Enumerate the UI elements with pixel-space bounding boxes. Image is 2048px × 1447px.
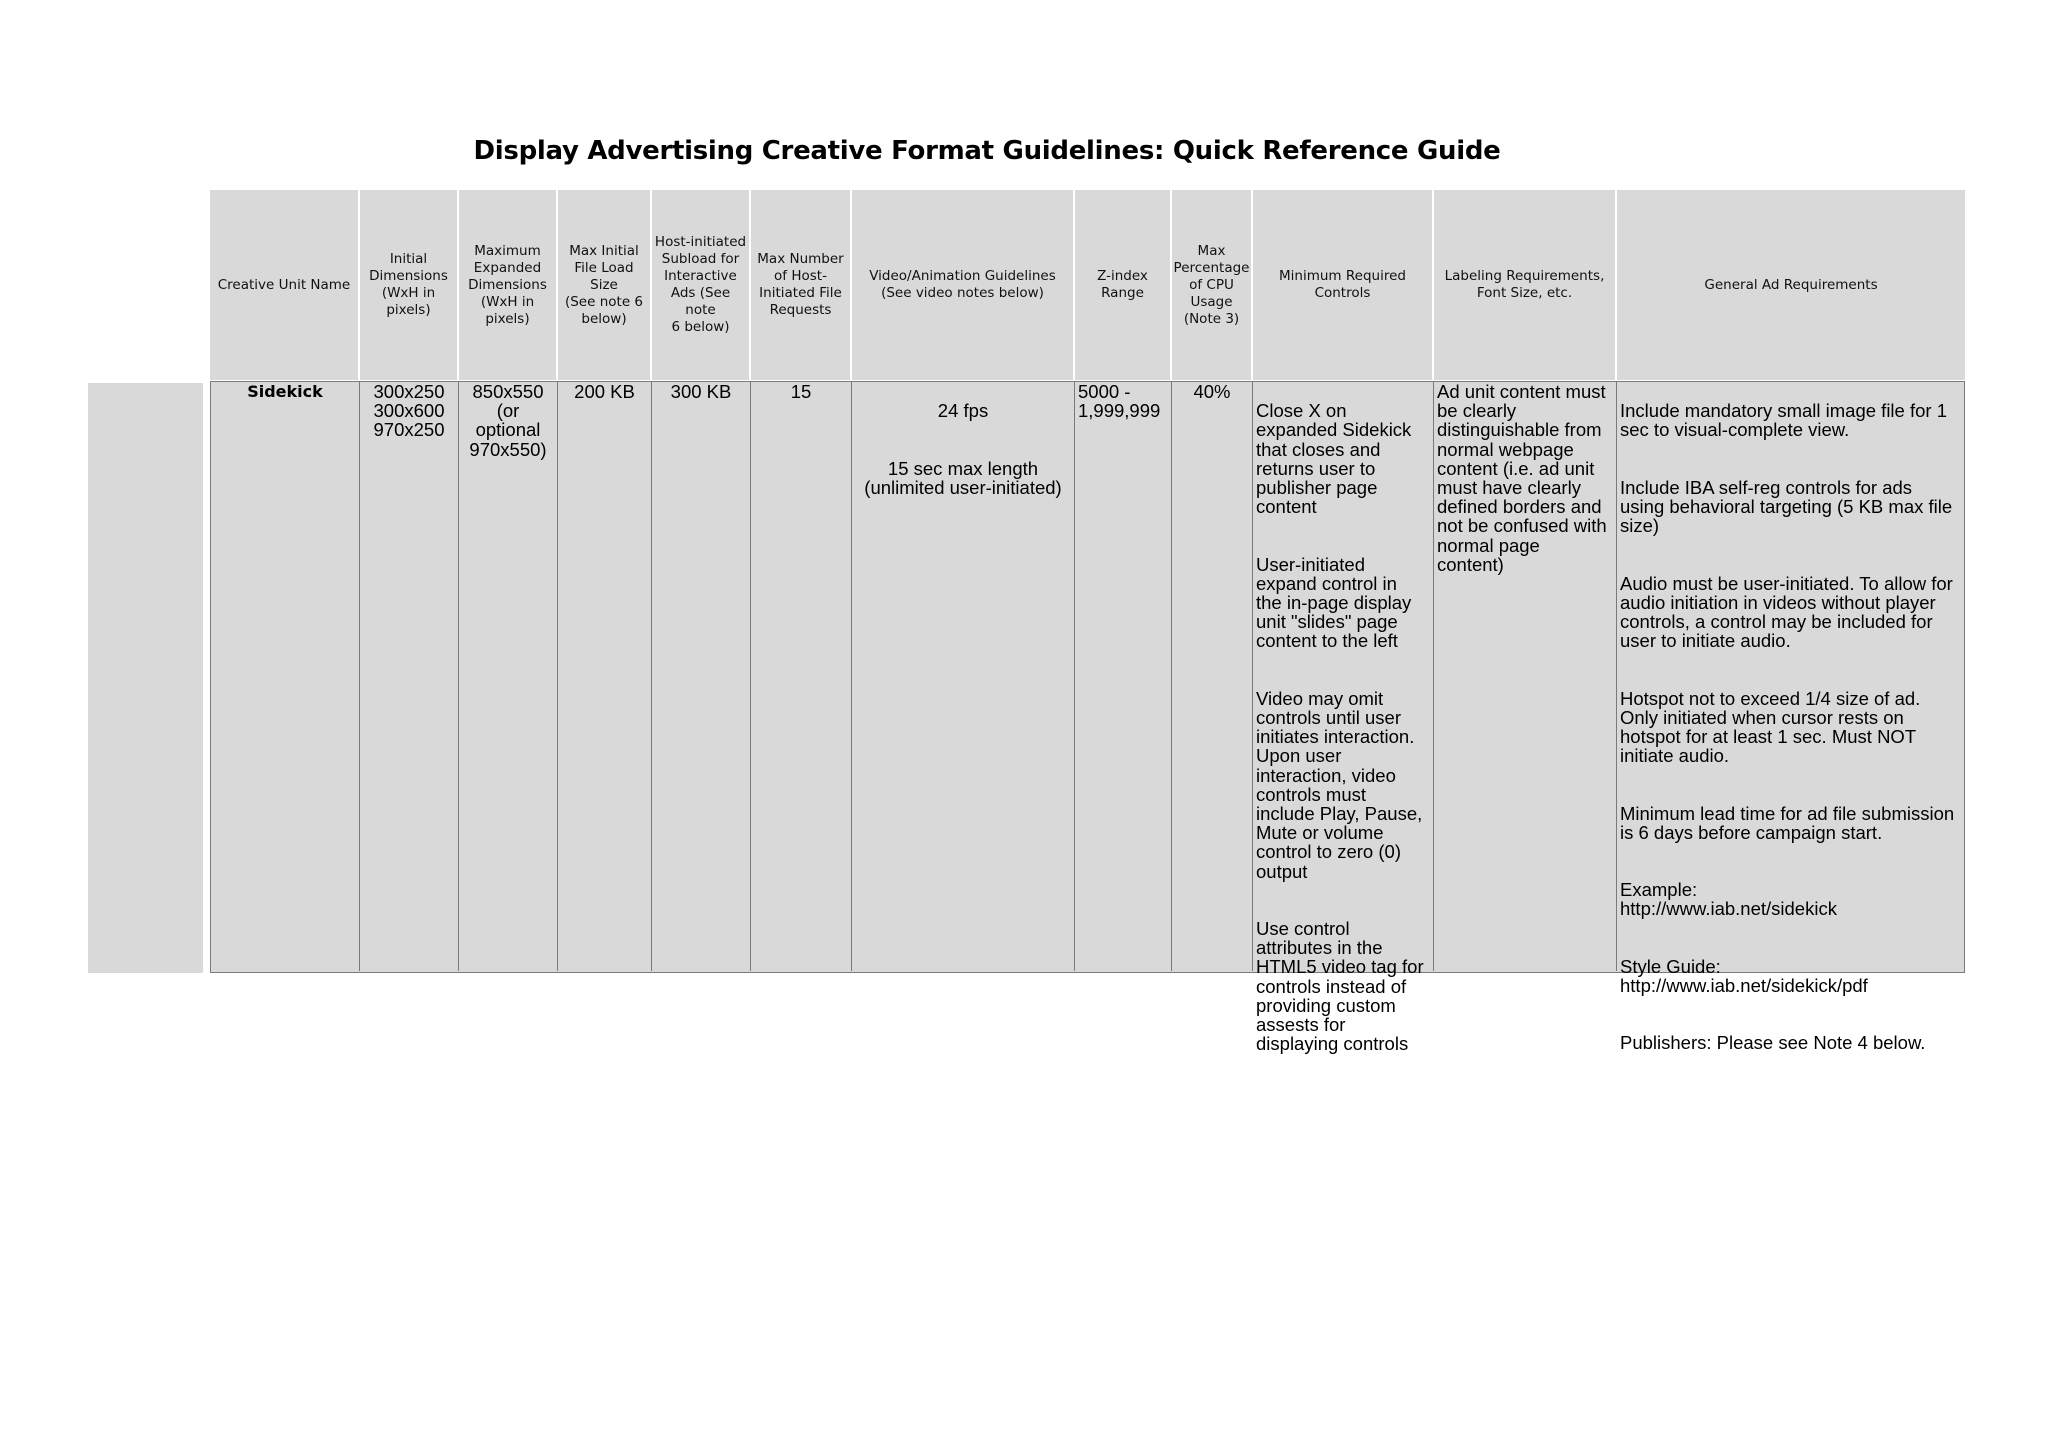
header-initial-dimensions: Initial Dimensions (WxH in pixels) [360, 190, 457, 380]
general-paragraph: Audio must be user-initiated. To allow for audio initiation in videos without player controls, a control may be included for user to initiate audio. [1620, 572, 1953, 652]
controls-paragraph: Video may omit controls until user initiates interaction. Upon user interaction, video controls must include Play, Pause, Mute or volume control to zero (0) output [1256, 687, 1423, 882]
controls-paragraph: Close X on expanded Sidekick that closes and returns user to publisher page content [1256, 400, 1412, 518]
cell-z-index: 5000 - 1,999,999 [1075, 382, 1172, 971]
cell-required-controls [1253, 382, 1434, 1055]
header-creative-unit-name: Creative Unit Name [210, 190, 358, 380]
header-required-controls: Minimum Required Controls [1253, 190, 1432, 380]
controls-paragraph: User-initiated expand control in the in-page display unit "slides" page content to the left [1256, 553, 1412, 652]
cell-expanded-dimensions: 850x550 (or optional 970x550) [459, 382, 558, 971]
header-max-initial-load: Max Initial File Load Size (See note 6 below) [558, 190, 650, 380]
header-expanded-dimensions: Maximum Expanded Dimensions (WxH in pixels) [459, 190, 556, 380]
header-max-file-requests: Max Number of Host- Initiated File Requests [751, 190, 850, 380]
cell-cpu-usage: 40% [1172, 382, 1253, 971]
general-paragraph: Minimum lead time for ad file submission is 6 days before campaign start. [1620, 802, 1955, 843]
cell-max-file-requests: 15 [751, 382, 852, 971]
header-z-index: Z-index Range [1075, 190, 1170, 380]
general-example-link[interactable]: Example: http://www.iab.net/sidekick [1620, 879, 1837, 920]
table-row [210, 381, 1965, 1055]
controls-paragraph: Use control attributes in the HTML5 video tag for controls instead of providing custom assests for displaying controls [1256, 918, 1424, 1055]
video-length: 15 sec max length (unlimited user-initiated) [864, 457, 1062, 498]
cell-initial-dimensions: 300x250 300x600 970x250 [360, 382, 459, 971]
video-fps: 24 fps [937, 400, 989, 422]
page-title: Display Advertising Creative Format Guidelines: Quick Reference Guide [473, 136, 1501, 166]
cell-max-initial-load: 200 KB [558, 382, 652, 971]
general-paragraph: Hotspot not to exceed 1/4 size of ad. Only initiated when cursor rests on hotspot for at least 1 sec. Must NOT initiate audio. [1620, 687, 1921, 767]
cell-subload: 300 KB [652, 382, 751, 971]
header-subload: Host-initiated Subload for Interactive Ads (See note 6 below) [652, 190, 749, 380]
cell-unit-name: Sidekick [211, 382, 360, 971]
cell-labeling: Ad unit content must be clearly distinguishable from normal webpage content (i.e. ad unit must have clearly defined borders and not be confused with normal page content) [1434, 382, 1617, 971]
general-style-guide-link[interactable]: Style Guide: http://www.iab.net/sidekick/pdf [1620, 955, 1868, 997]
header-general-requirements: General Ad Requirements [1617, 190, 1965, 380]
row-label-block [88, 383, 203, 973]
header-labeling: Labeling Requirements, Font Size, etc. [1434, 190, 1615, 380]
cell-video-guidelines [852, 382, 1075, 971]
general-paragraph: Publishers: Please see Note 4 below. [1620, 1032, 1926, 1054]
cell-general-requirements [1617, 382, 1964, 1054]
general-paragraph: Include IBA self-reg controls for ads using behavioral targeting (5 KB max file size) [1620, 476, 1953, 537]
header-video-guidelines: Video/Animation Guidelines (See video notes below) [852, 190, 1073, 380]
header-cpu-usage: Max Percentage of CPU Usage (Note 3) [1172, 190, 1251, 380]
general-paragraph: Include mandatory small image file for 1 sec to visual-complete view. [1620, 400, 1947, 441]
